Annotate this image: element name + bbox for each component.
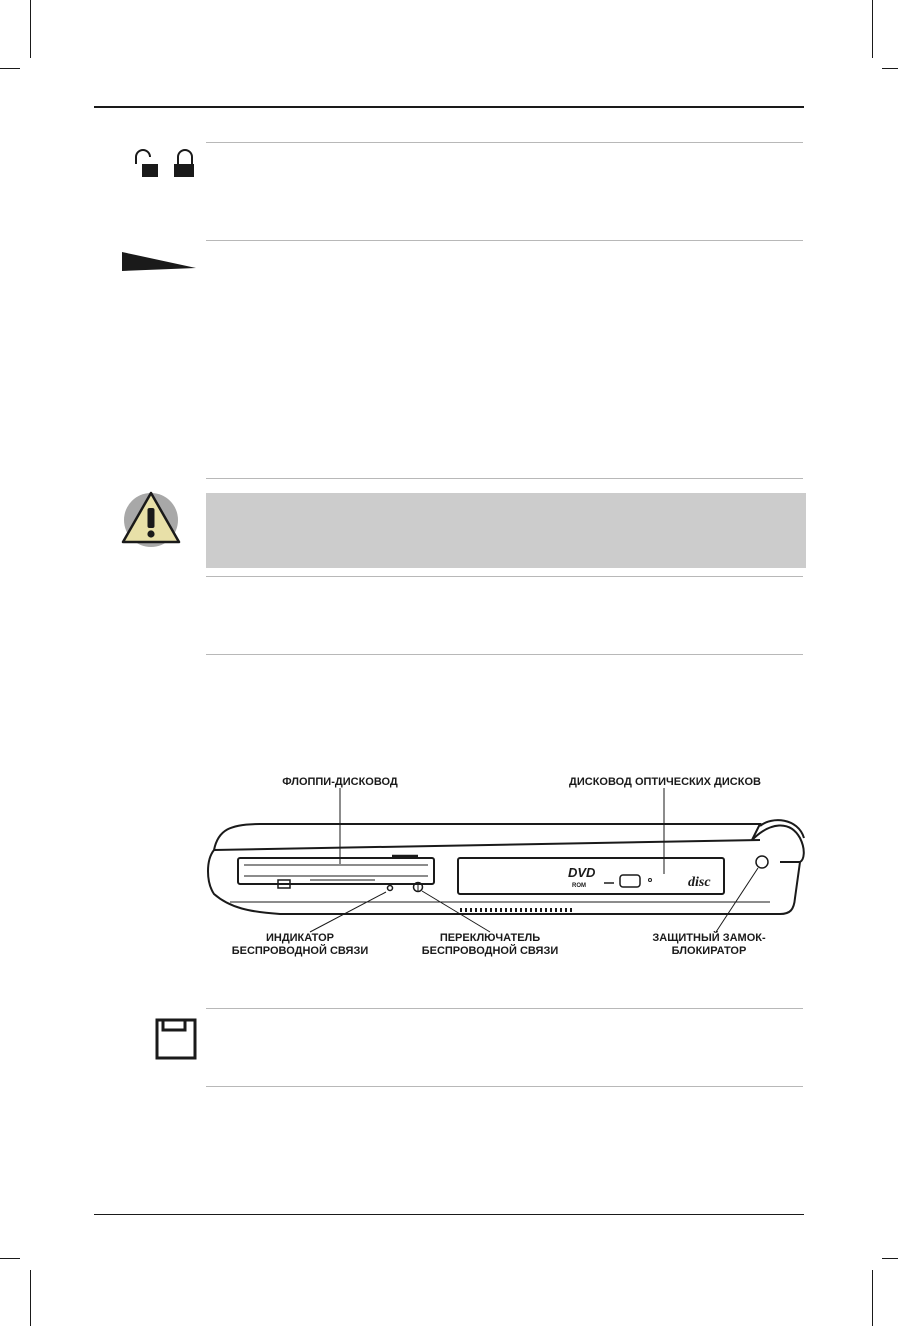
wedge-icon xyxy=(122,248,196,272)
warning-triangle-icon xyxy=(120,490,182,548)
rule-1 xyxy=(206,142,803,143)
crop-mark-tl-h xyxy=(0,68,20,69)
wireless-indicator-label xyxy=(222,932,378,958)
crop-mark-br-h xyxy=(882,1258,898,1259)
crop-mark-br-v xyxy=(872,1270,873,1326)
wireless-switch-label-line2: БЕСПРОВОДНОЙ СВЯЗИ xyxy=(421,945,559,957)
crop-mark-bl-v xyxy=(30,1270,31,1326)
dvd-logo: DVD xyxy=(568,865,596,880)
security-lock-label xyxy=(636,932,782,958)
security-lock-label-line2: БЛОКИРАТОР xyxy=(671,945,747,957)
rule-5 xyxy=(206,654,803,655)
security-lock-label-line1: ЗАЩИТНЫЙ ЗАМОК- xyxy=(652,932,766,944)
rule-3 xyxy=(206,478,803,479)
crop-mark-tl-v xyxy=(30,0,31,58)
floppy-drive-label: ФЛОППИ-ДИСКОВОД xyxy=(282,776,398,788)
rule-2 xyxy=(206,240,803,241)
wireless-indicator-label-line1: ИНДИКАТОР xyxy=(265,932,335,944)
optical-drive-label: ДИСКОВОД ОПТИЧЕСКИХ ДИСКОВ xyxy=(569,776,761,788)
disc-logo: disc xyxy=(688,875,711,890)
rule-4 xyxy=(206,576,803,577)
rule-6 xyxy=(206,1008,803,1009)
footer-rule xyxy=(94,1214,804,1215)
header-rule xyxy=(94,106,804,108)
floppy-note-icon xyxy=(155,1018,197,1060)
wireless-switch-label-line1: ПЕРЕКЛЮЧАТЕЛЬ xyxy=(439,932,541,944)
crop-mark-tr-h xyxy=(882,68,898,69)
wireless-switch-label xyxy=(412,932,568,958)
dvd-sub-logo: ROM xyxy=(572,883,586,889)
padlock-pair-icon xyxy=(132,148,198,178)
crop-mark-tr-v xyxy=(872,0,873,58)
rule-7 xyxy=(206,1086,803,1087)
wireless-indicator-label-line2: БЕСПРОВОДНОЙ СВЯЗИ xyxy=(231,945,369,957)
caution-band xyxy=(206,493,806,568)
crop-mark-bl-h xyxy=(0,1258,20,1259)
